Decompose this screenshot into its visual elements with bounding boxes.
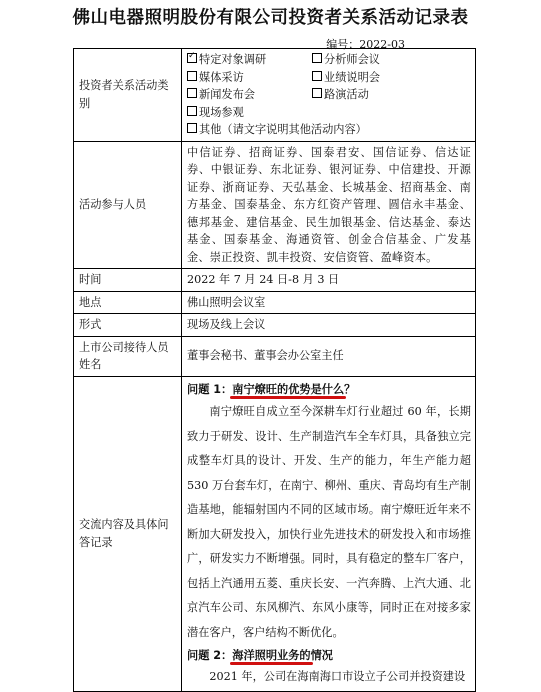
activity-type-option-label: 其他（请文字说明其他活动内容） xyxy=(199,123,367,136)
checkbox-icon[interactable] xyxy=(312,88,322,98)
location-label: 地点 xyxy=(74,291,182,314)
activity-type-option-label: 现场参观 xyxy=(199,105,244,119)
activity-type-option-label: 业绩说明会 xyxy=(324,70,380,84)
question-1-highlight: 南宁燎旺的优势是什么 xyxy=(232,382,345,396)
row-reception xyxy=(74,336,476,376)
row-participants xyxy=(74,141,476,269)
activity-type-option[interactable] xyxy=(187,86,312,104)
checkbox-icon[interactable] xyxy=(187,123,197,133)
reception-value: 董事会秘书、董事会办公室主任 xyxy=(182,336,476,376)
activity-type-option-label: 特定对象调研 xyxy=(199,53,267,66)
form-label: 形式 xyxy=(74,314,182,337)
question-1 xyxy=(187,381,471,399)
question-1-suffix: ？ xyxy=(344,382,356,396)
answer-2: 2021 年，公司在海南海口市设立子公司并投资建设 xyxy=(209,669,466,683)
serial-number: 编号：2022-03 xyxy=(326,38,405,51)
activity-type-option[interactable] xyxy=(187,51,312,69)
row-form xyxy=(74,314,476,337)
activity-type-option-label: 分析师会议 xyxy=(324,53,380,66)
activity-type-option[interactable] xyxy=(187,69,312,87)
row-qa xyxy=(74,376,476,691)
checkbox-checked-icon[interactable] xyxy=(187,53,197,63)
form-value: 现场及线上会议 xyxy=(182,314,476,337)
qa-content xyxy=(182,376,476,691)
question-2-highlight: 海洋照明业务的 xyxy=(232,649,311,662)
row-location xyxy=(74,291,476,314)
activity-type-label: 投资者关系活动类别 xyxy=(74,49,182,142)
participants-list: 中信证券、招商证券、国泰君安、国信证券、信达证券、中银证券、东北证券、银河证券、中信建投、开源证券、浙商证券、天弘基金、长城基金、招商基金、南方基金、国泰基金、东方红资产管理、圆信永丰基金、德邦基金、建信基金、民生加银基金、信达基金、泰达基金、国泰基金、海通资管、创金合信基金、广发基金、崇正投资、凯丰投资、安信资管、盈峰资本。 xyxy=(182,141,476,269)
activity-type-option[interactable] xyxy=(187,104,312,122)
activity-type-option-label: 媒体采访 xyxy=(199,70,244,84)
time-label: 时间 xyxy=(74,269,182,292)
question-1-prefix: 问题 1： xyxy=(187,382,233,396)
activity-type-option-label: 路演活动 xyxy=(324,88,369,101)
page-title: 佛山电器照明股份有限公司投资者关系活动记录表 xyxy=(72,8,469,28)
row-activity-type xyxy=(74,49,476,142)
time-value: 2022 年 7 月 24 日-8 月 3 日 xyxy=(182,269,476,292)
activity-type-option[interactable] xyxy=(312,86,471,104)
activity-type-option[interactable] xyxy=(312,51,471,69)
question-2-prefix: 问题 2： xyxy=(187,649,233,662)
checkbox-icon[interactable] xyxy=(187,88,197,98)
question-2-suffix: 情况 xyxy=(310,649,333,662)
location-value: 佛山照明会议室 xyxy=(182,291,476,314)
checkbox-icon[interactable] xyxy=(187,106,197,116)
reception-label: 上市公司接待人员姓名 xyxy=(74,336,182,376)
row-time xyxy=(74,269,476,292)
activity-type-option[interactable] xyxy=(187,121,471,139)
question-2 xyxy=(187,647,471,665)
activity-type-options xyxy=(182,49,476,142)
answer-1: 南宁燎旺自成立至今深耕车灯行业超过 60 年，长期致力于研发、设计、生产制造汽车全车灯具，具备独立完成整车灯具的设计、开发、生产的能力，年生产能力超 530 万台套车灯，在南宁、柳州、重庆、青岛均有生产制造基地，能辐射国内不同的区域市场。南宁燎旺近年来不断加大研发投入，加快行业先进技术的研发投入和市场推广，研发实力不断增强。同时，具有稳定的整车厂客户，包括上汽通用五菱、重庆长安、一汽奔腾、上汽大通、北京汽车公司、东风柳汽、东风小康等，同时正在对接多家潜在客户，客户结构不断优化。 xyxy=(187,405,471,639)
record-table xyxy=(73,48,476,692)
qa-label: 交流内容及具体问答记录 xyxy=(74,376,182,691)
activity-type-option[interactable] xyxy=(312,69,471,87)
activity-type-option-label: 新闻发布会 xyxy=(199,88,255,101)
participants-label: 活动参与人员 xyxy=(74,141,182,269)
checkbox-icon[interactable] xyxy=(312,71,322,81)
checkbox-icon[interactable] xyxy=(312,53,322,63)
checkbox-icon[interactable] xyxy=(187,71,197,81)
